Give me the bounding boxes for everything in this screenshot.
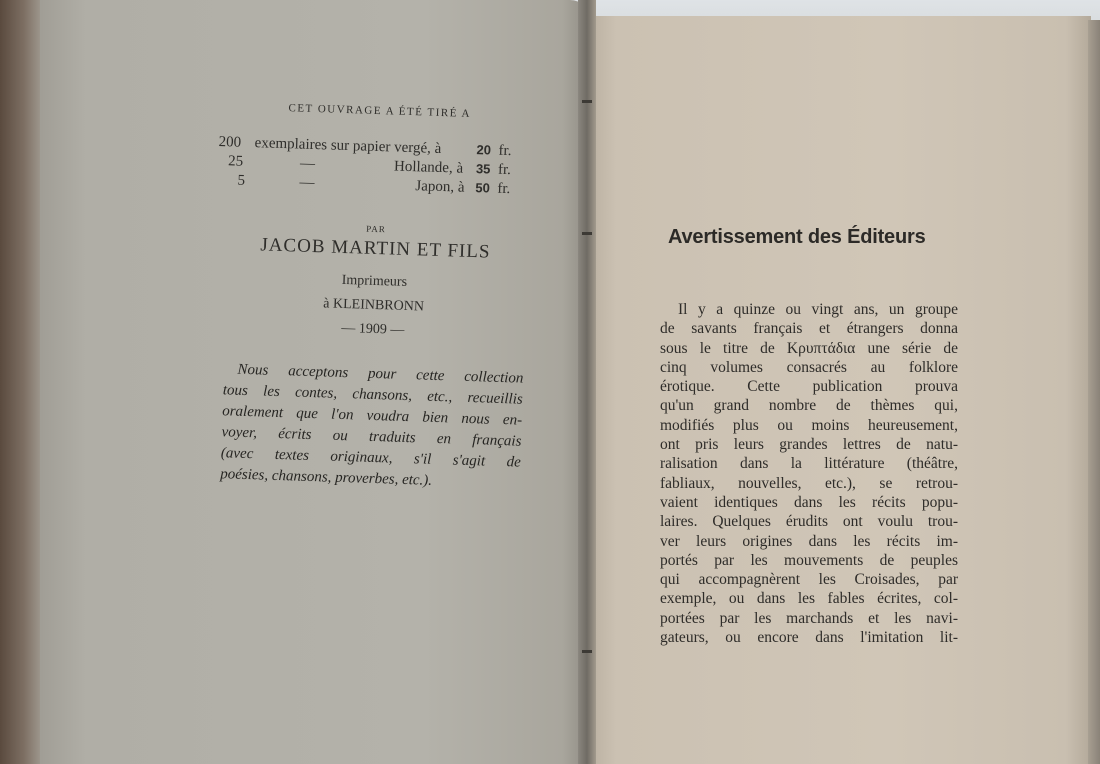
edition-unit: fr. <box>497 180 511 198</box>
binding-stitch <box>582 650 592 653</box>
edition-count: 25 <box>227 153 244 170</box>
printer-place: à KLEINBRONN <box>323 296 425 315</box>
printer-role: Imprimeurs <box>341 272 408 290</box>
body-line: Il y a quinze ou vingt ans, un groupe <box>678 301 958 318</box>
book-cover-edge <box>0 0 40 764</box>
colophon <box>208 100 540 495</box>
body-line: qui accompagnèrent les Croisades, par <box>660 571 958 589</box>
edition-desc: exemplaires sur papier vergé, à <box>254 135 442 157</box>
body-line: ont pris leurs grandes lettres de natu- <box>660 436 958 454</box>
ditto-dash: — <box>299 174 315 192</box>
printer-name: JACOB MARTIN ET FILS <box>260 234 491 263</box>
body-line: qu'un grand nombre de thèmes qui, <box>660 397 958 415</box>
page-title: Avertissement des Éditeurs <box>668 226 926 248</box>
body-line: exemple, ou dans les fables écrites, col- <box>660 590 958 608</box>
colophon-header: CET OUVRAGE A ÉTÉ TIRÉ A <box>288 102 472 120</box>
edition-unit: fr. <box>497 161 512 179</box>
printer-year: — 1909 — <box>341 320 405 338</box>
foreword-text <box>660 300 958 647</box>
body-line: cinq volumes consacrés au folklore <box>660 358 958 376</box>
edition-count: 5 <box>237 172 246 189</box>
edition-desc: Japon, à <box>415 178 465 196</box>
body-line: sous le titre de Κρυπτάδια une série de <box>660 339 958 357</box>
body-line: portés par les mouvements de peuples <box>660 551 958 569</box>
body-line: gateurs, ou encore dans l'imitation lit- <box>660 629 958 647</box>
body-line: modifiés plus ou moins heureusement, <box>660 416 958 434</box>
body-line: vaient identiques dans les récits popu- <box>660 493 958 511</box>
body-line: laires. Quelques érudits ont voulu trou- <box>660 513 958 531</box>
notice-line: tous les contes, chansons, etc., recueillis <box>222 382 523 408</box>
page-edges <box>1088 20 1100 764</box>
body-line: portées par les marchands et les navi- <box>660 609 958 627</box>
submission-notice <box>208 359 524 495</box>
edition-count: 200 <box>218 133 242 151</box>
edition-price: 50 <box>475 180 491 196</box>
notice-line: Nous acceptons pour cette collection <box>237 361 524 387</box>
body-line: ver leurs origines dans les récits im- <box>660 532 958 550</box>
body-line: ralisation dans la littérature (théâtre, <box>660 455 958 473</box>
par-label: PAR <box>366 223 387 235</box>
notice-line: voyer, écrits ou traduits en français <box>221 424 522 450</box>
notice-line: poésies, chansons, proverbes, etc.). <box>219 466 433 489</box>
body-line: de savants français et étrangers donna <box>660 320 958 338</box>
notice-line: oralement que l'on voudra bien nous en- <box>221 403 523 429</box>
edition-price: 35 <box>475 161 491 177</box>
edition-unit: fr. <box>498 142 512 160</box>
binding-stitch <box>582 232 592 235</box>
ditto-dash: — <box>299 155 316 173</box>
binding-stitch <box>582 100 592 103</box>
edition-price: 20 <box>476 142 492 158</box>
notice-line: (avec textes originaux, s'il s'agit de <box>220 445 522 471</box>
edition-desc: Hollande, à <box>393 158 464 177</box>
body-line: fabliaux, nouvelles, etc.), se retrou- <box>660 474 958 492</box>
body-line: érotique. Cette publication prouva <box>660 378 958 396</box>
